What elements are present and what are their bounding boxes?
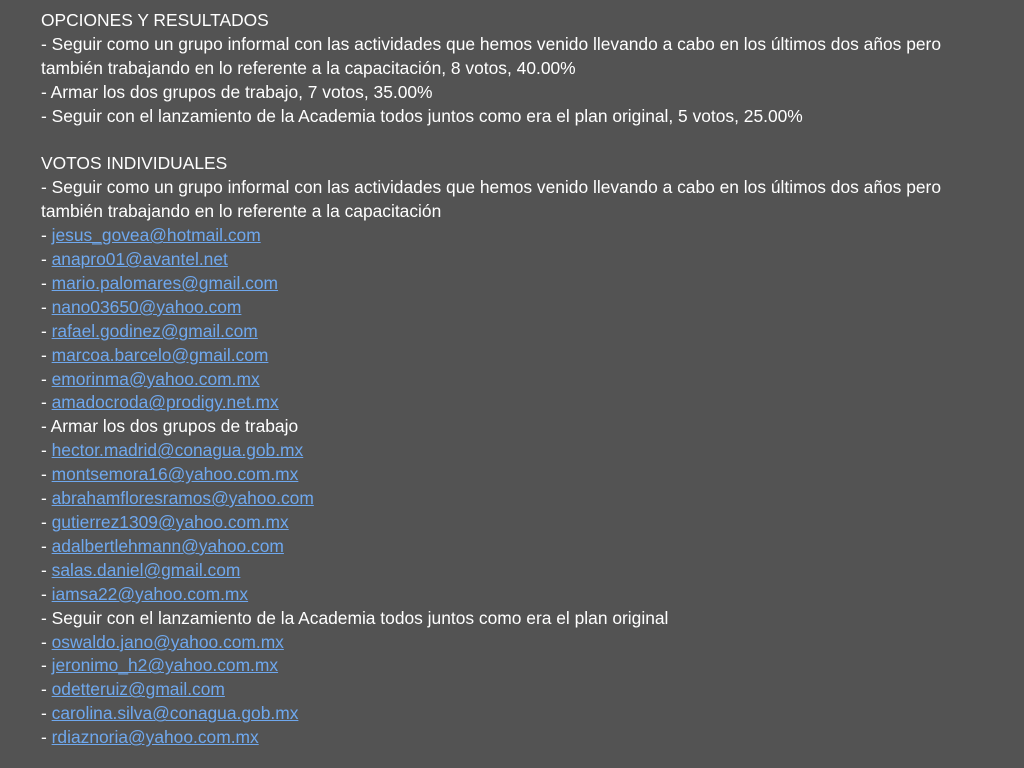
voter-email-link[interactable]: odetteruiz@gmail.com	[51, 679, 225, 700]
voter-bullet: -	[41, 440, 52, 461]
voter-email-link[interactable]: rdiaznoria@yahoo.com.mx	[51, 727, 259, 748]
results-heading: OPCIONES Y RESULTADOS	[41, 10, 269, 30]
voter-row	[41, 320, 991, 344]
voter-email-link[interactable]: oswaldo.jano@yahoo.com.mx	[51, 631, 284, 652]
voter-bullet: -	[41, 344, 52, 365]
voter-row	[41, 511, 991, 535]
voter-row	[41, 344, 991, 368]
voter-bullet: -	[41, 631, 52, 652]
individual-votes-list	[41, 176, 991, 750]
voter-email-link[interactable]: gutierrez1309@yahoo.com.mx	[51, 512, 289, 533]
voter-row	[41, 463, 991, 487]
voter-row	[41, 583, 991, 607]
voter-bullet: -	[41, 320, 52, 341]
voter-email-link[interactable]: marcoa.barcelo@gmail.com	[51, 344, 269, 365]
voter-bullet: -	[41, 583, 52, 604]
section-spacer	[41, 129, 991, 153]
voter-bullet: -	[41, 272, 52, 293]
vote-option-label: - Seguir como un grupo informal con las actividades que hemos venido llevando a cabo en los últimos dos años pero también trabajando en lo referente a la capacitación	[41, 177, 942, 222]
vote-option-label: - Seguir con el lanzamiento de la Academia todos juntos como era el plan original	[41, 607, 669, 628]
voter-row	[41, 631, 991, 655]
result-option-1: - Seguir como un grupo informal con las actividades que hemos venido llevando a cabo en los últimos dos años pero también trabajando en lo referente a la capacitación, 8 votos, 40.00%	[41, 33, 942, 78]
voter-bullet: -	[41, 703, 52, 724]
voter-row	[41, 296, 991, 320]
voter-row	[41, 248, 991, 272]
voter-email-link[interactable]: anapro01@avantel.net	[51, 249, 228, 270]
voter-row	[41, 224, 991, 248]
voter-email-link[interactable]: hector.madrid@conagua.gob.mx	[51, 440, 304, 461]
voter-email-link[interactable]: abrahamfloresramos@yahoo.com	[51, 488, 314, 509]
voter-bullet: -	[41, 559, 52, 580]
slide-content	[41, 9, 991, 750]
voter-email-link[interactable]: adalbertlehmann@yahoo.com	[51, 535, 284, 556]
voter-email-link[interactable]: emorinma@yahoo.com.mx	[51, 368, 260, 389]
voter-bullet: -	[41, 512, 52, 533]
voter-row	[41, 654, 991, 678]
voter-email-link[interactable]: mario.palomares@gmail.com	[51, 272, 279, 293]
voter-email-link[interactable]: nano03650@yahoo.com	[51, 296, 242, 317]
voter-bullet: -	[41, 368, 52, 389]
voter-bullet: -	[41, 249, 52, 270]
voter-email-link[interactable]: montsemora16@yahoo.com.mx	[51, 464, 299, 485]
voter-email-link[interactable]: iamsa22@yahoo.com.mx	[51, 583, 249, 604]
voter-row	[41, 535, 991, 559]
voter-bullet: -	[41, 464, 52, 485]
voter-email-link[interactable]: amadocroda@prodigy.net.mx	[51, 392, 279, 413]
voter-bullet: -	[41, 679, 52, 700]
individual-votes-heading: VOTOS INDIVIDUALES	[41, 153, 228, 174]
voter-row	[41, 726, 991, 750]
voter-email-link[interactable]: carolina.silva@conagua.gob.mx	[51, 703, 299, 724]
voter-bullet: -	[41, 225, 52, 246]
voter-email-link[interactable]: jeronimo_h2@yahoo.com.mx	[51, 655, 279, 676]
voter-row	[41, 439, 991, 463]
voter-row	[41, 702, 991, 726]
voter-bullet: -	[41, 488, 52, 509]
voter-row	[41, 559, 991, 583]
voter-bullet: -	[41, 535, 52, 556]
voter-bullet: -	[41, 655, 52, 676]
result-option-3: - Seguir con el lanzamiento de la Academia todos juntos como era el plan original, 5 votos, 25.00%	[41, 105, 803, 126]
voter-row	[41, 678, 991, 702]
voter-row	[41, 368, 991, 392]
voter-row	[41, 272, 991, 296]
voter-bullet: -	[41, 392, 52, 413]
voter-email-link[interactable]: salas.daniel@gmail.com	[51, 559, 241, 580]
voter-row	[41, 487, 991, 511]
voter-email-link[interactable]: jesus_govea@hotmail.com	[51, 225, 261, 246]
result-option-2: - Armar los dos grupos de trabajo, 7 votos, 35.00%	[41, 81, 433, 102]
vote-option-label: - Armar los dos grupos de trabajo	[41, 416, 299, 437]
voter-email-link[interactable]: rafael.godinez@gmail.com	[51, 320, 258, 341]
voter-bullet: -	[41, 727, 52, 748]
voter-bullet: -	[41, 296, 52, 317]
voter-row	[41, 391, 991, 415]
